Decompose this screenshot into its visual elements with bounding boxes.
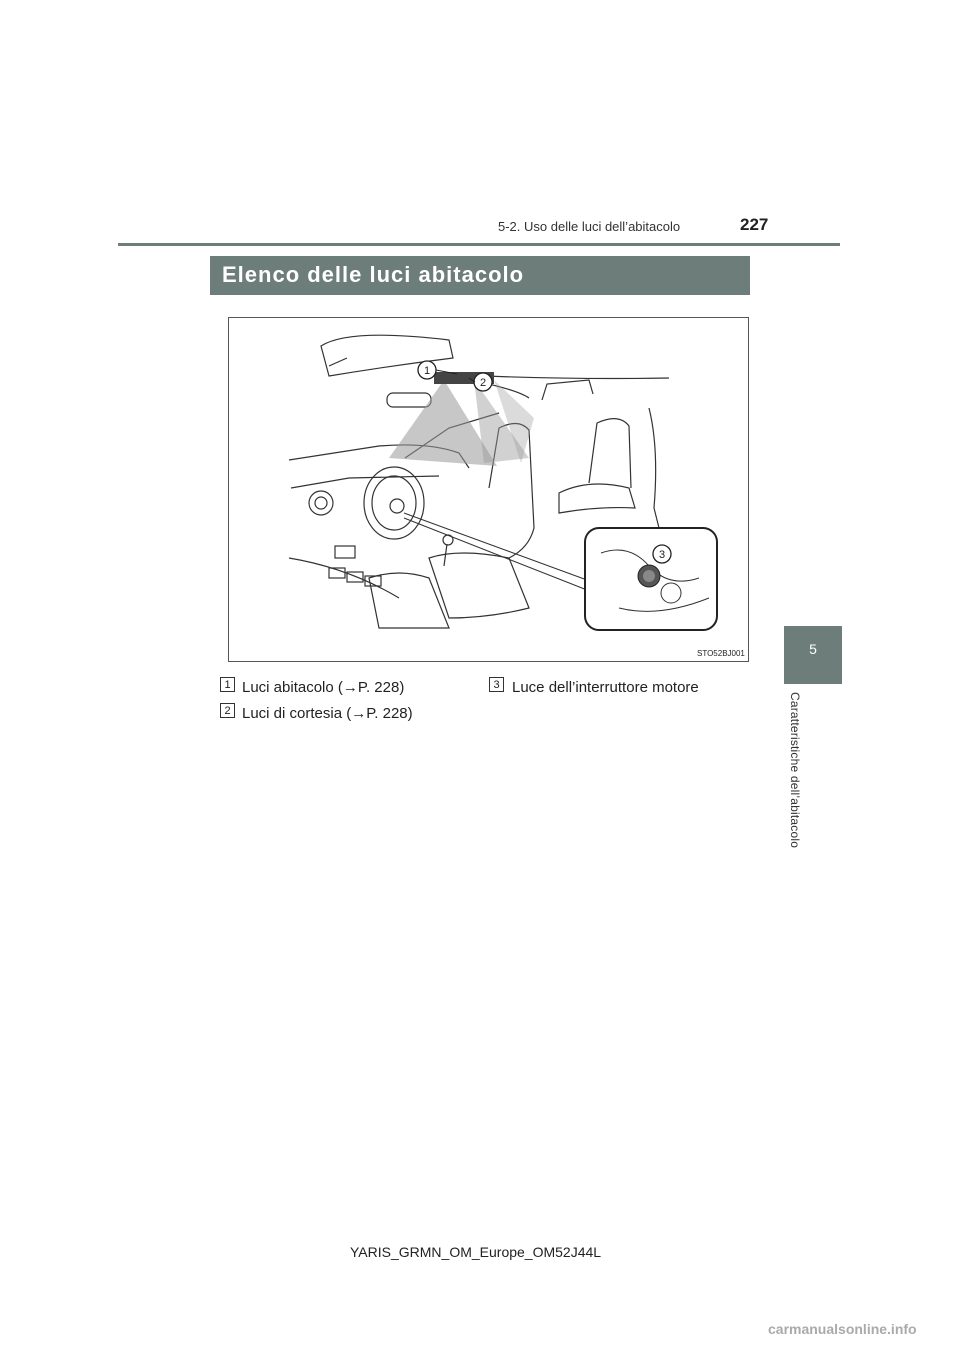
interior-illustration	[228, 317, 749, 662]
footer-doc-id: YARIS_GRMN_OM_Europe_OM52J44L	[350, 1244, 602, 1260]
header-section-ref: 5-2. Uso delle luci dell’abitacolo	[498, 219, 681, 234]
callout-3-label: 3	[658, 549, 666, 561]
item-2-marker: 2	[220, 703, 235, 718]
section-title: Elenco delle luci abitacolo	[222, 262, 525, 287]
chapter-label: Caratteristiche dell’abitacolo	[788, 692, 802, 849]
callout-2-label: 2	[479, 377, 487, 389]
item-1-marker: 1	[220, 677, 235, 692]
watermark-text: carmanualsonline.info	[768, 1321, 917, 1337]
car-interior-drawing	[229, 318, 749, 662]
item-3-text: Luce dell’interruttore motore	[512, 679, 699, 696]
figure-code: STO52BJ001	[697, 649, 745, 658]
page-number: 227	[740, 215, 769, 234]
chapter-number: 5	[809, 641, 817, 657]
item-3-marker: 3	[489, 677, 504, 692]
item-1-text: Luci abitacolo (→P. 228)	[242, 679, 405, 696]
header-rule	[118, 243, 840, 246]
callout-1-label: 1	[423, 365, 431, 377]
item-2-text: Luci di cortesia (→P. 228)	[242, 705, 413, 722]
